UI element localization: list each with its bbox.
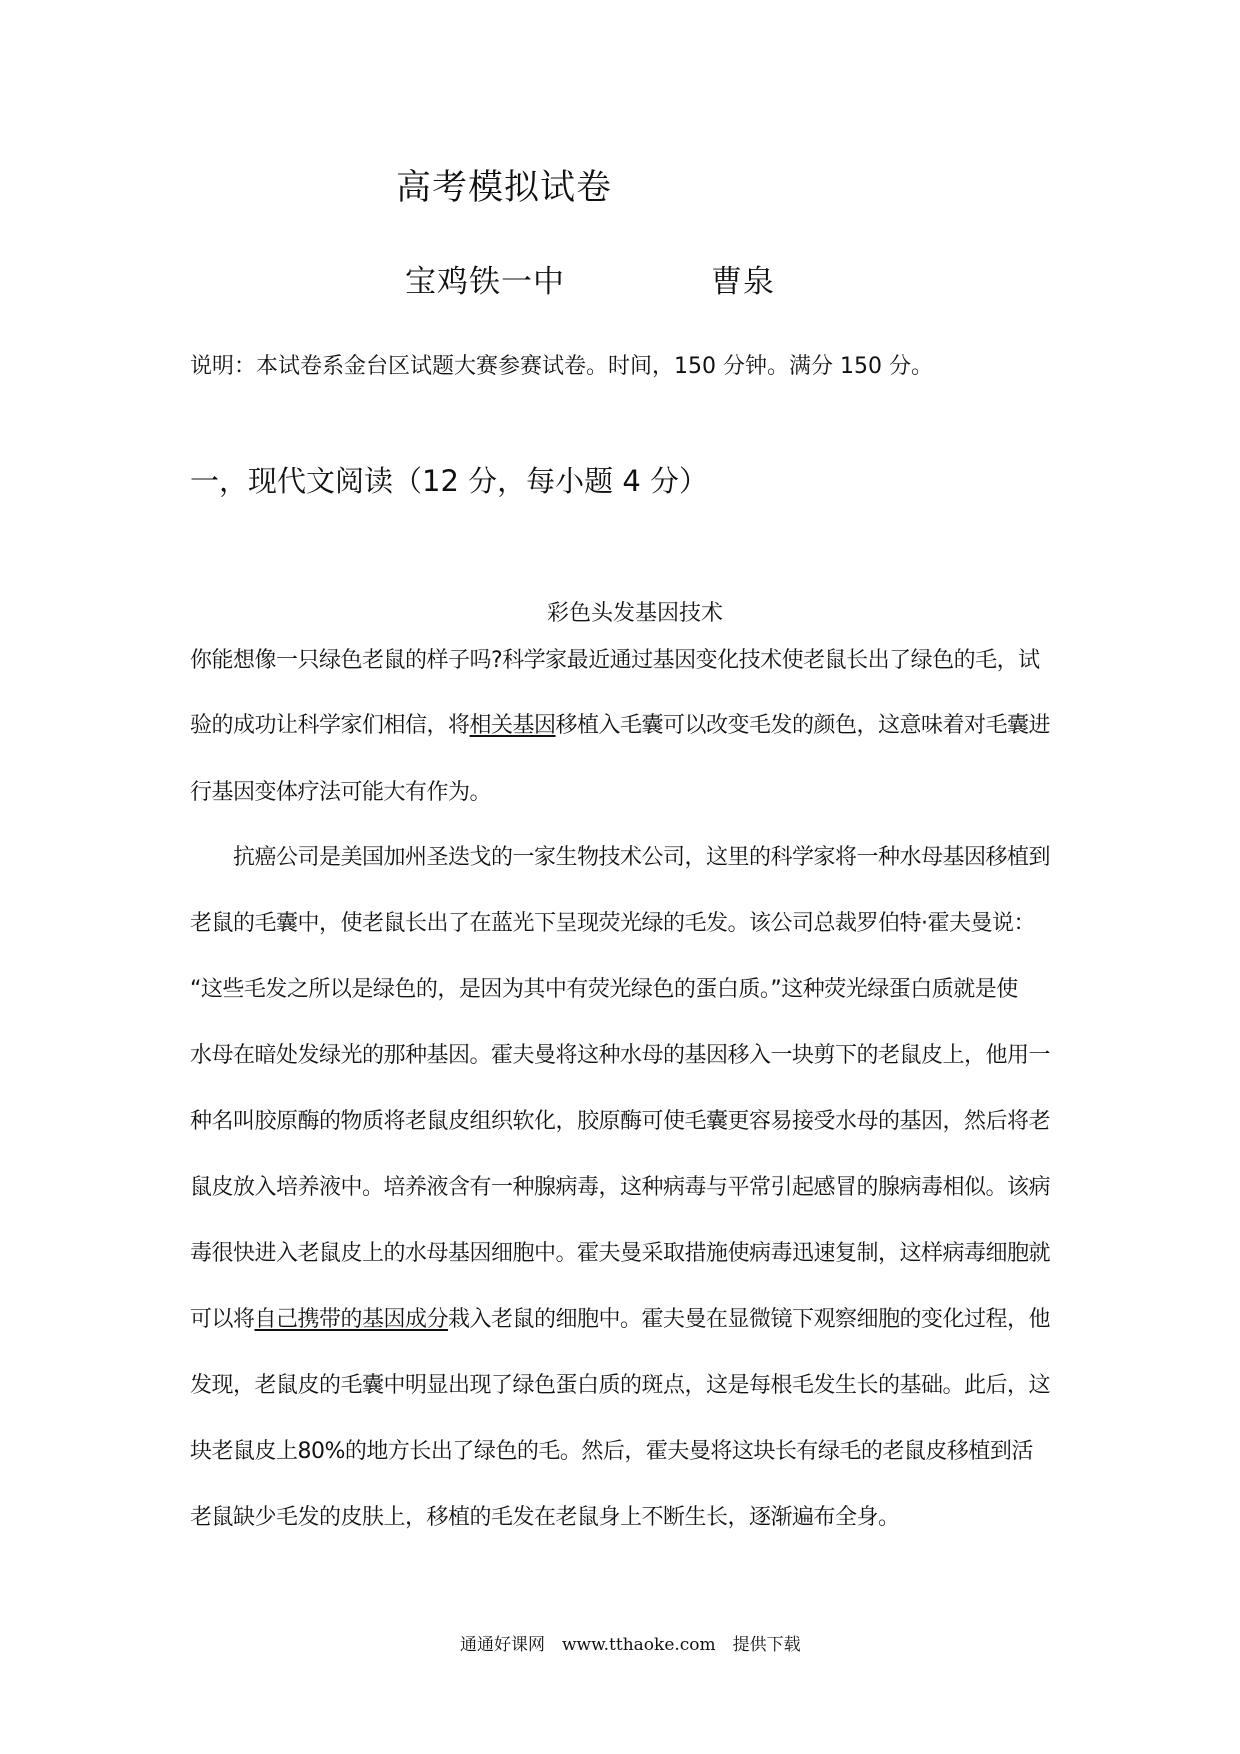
article-line: 验的成功让科学家们相信，将相关基因移植入毛囊可以改变毛发的颜色，这意味着对毛囊进 — [190, 713, 1051, 738]
underlined-phrase: 自己携带的基因成分 — [254, 1307, 449, 1332]
school-name: 宝鸡铁一中 — [405, 264, 565, 300]
page-footer: 通通好课网 www.tthaoke.com 提供下载 — [460, 1635, 801, 1655]
exam-title: 高考模拟试卷 — [396, 168, 613, 208]
article-line: 老鼠的毛囊中，使老鼠长出了在蓝光下呈现荧光绿的毛发。该公司总裁罗伯特·霍夫曼说： — [190, 911, 1035, 936]
article-line: 抗癌公司是美国加州圣迭戈的一家生物技术公司，这里的科学家将一种水母基因移植到 — [233, 845, 1051, 870]
article-line: “这些毛发之所以是绿色的，是因为其中有荧光绿色的蛋白质。”这种荧光绿蛋白质就是使 — [190, 977, 1018, 1002]
article-line: 老鼠缺少毛发的皮肤上，移植的毛发在老鼠身上不断生长，逐渐遍布全身。 — [190, 1505, 900, 1530]
article-line: 种名叫胶原酶的物质将老鼠皮组织软化，胶原酶可使毛囊更容易接受水母的基因，然后将老 — [190, 1109, 1051, 1134]
article-line: 可以将自己携带的基因成分栽入老鼠的细胞中。霍夫曼在显微镜下观察细胞的变化过程，他 — [190, 1307, 1051, 1332]
author-name: 曹泉 — [711, 264, 775, 300]
article-line: 发现，老鼠皮的毛囊中明显出现了绿色蛋白质的斑点，这是每根毛发生长的基础。此后，这 — [190, 1373, 1051, 1398]
article-line: 块老鼠皮上80%的地方长出了绿色的毛。然后，霍夫曼将这块长有绿毛的老鼠皮移植到活 — [190, 1439, 1033, 1464]
article-line: 毒很快进入老鼠皮上的水母基因细胞中。霍夫曼采取措施使病毒迅速复制，这样病毒细胞就 — [190, 1241, 1051, 1266]
article-line: 鼠皮放入培养液中。培养液含有一种腺病毒，这种病毒与平常引起感冒的腺病毒相似。该病 — [190, 1175, 1051, 1200]
article-line: 行基因变体疗法可能大有作为。 — [190, 780, 492, 805]
exam-note: 说明：本试卷系金台区试题大赛参赛试卷。时间，150 分钟。满分 150 分。 — [190, 354, 933, 379]
underlined-phrase: 相关基因 — [469, 713, 556, 738]
section-heading: 一，现代文阅读（12 分，每小题 4 分） — [190, 464, 709, 498]
article-line: 水母在暗处发绿光的那种基因。霍夫曼将这种水母的基因移入一块剪下的老鼠皮上，他用一 — [190, 1043, 1051, 1068]
article-line: 你能想像一只绿色老鼠的样子吗?科学家最近通过基因变化技术使老鼠长出了绿色的毛，试 — [190, 648, 1040, 673]
article-title: 彩色头发基因技术 — [547, 601, 724, 626]
